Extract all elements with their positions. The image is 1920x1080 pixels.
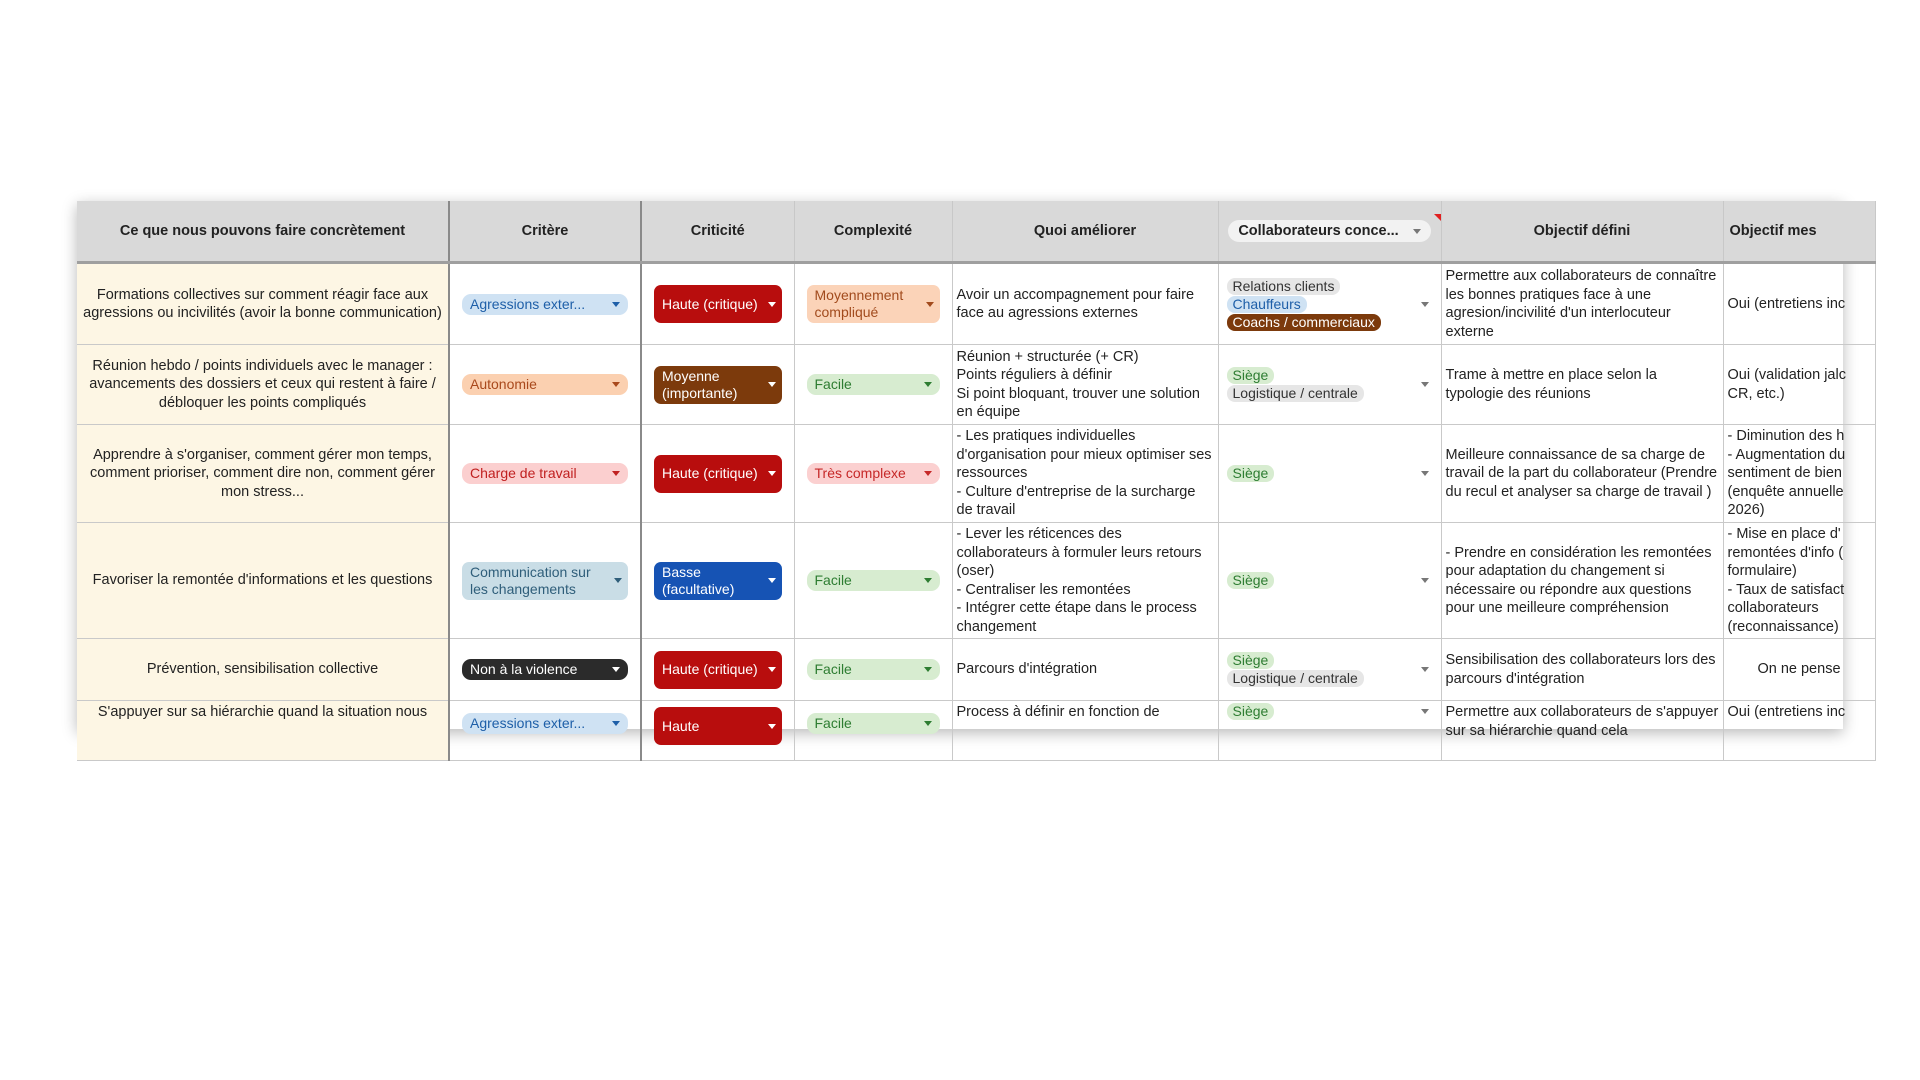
critere-dropdown[interactable] <box>462 294 628 315</box>
complexite-cell[interactable] <box>794 639 952 701</box>
header-complexite[interactable]: Complexité <box>794 201 952 263</box>
quoi-ameliorer-cell[interactable]: - Les pratiques individuelles d'organisation pour mieux optimiser ses ressources - Culture d'entreprise de la surcharge de travail <box>952 425 1218 523</box>
complexite-value: Facile <box>814 661 852 677</box>
collaborateurs-cell[interactable] <box>1218 701 1441 761</box>
table-row <box>77 639 1875 701</box>
criticite-value: Haute <box>662 717 700 734</box>
critere-cell[interactable] <box>449 263 641 345</box>
criticite-cell[interactable] <box>641 701 794 761</box>
complexite-value: Très complexe <box>814 465 906 481</box>
criticite-dropdown[interactable] <box>654 366 782 404</box>
collaborateur-tag: Logistique / centrale <box>1227 385 1364 402</box>
critere-cell[interactable] <box>449 425 641 523</box>
chevron-down-icon[interactable] <box>1421 382 1429 387</box>
critere-value: Non à la violence <box>470 661 578 677</box>
dropdown-arrow-icon[interactable] <box>924 471 932 476</box>
criticite-value: Haute (critique) <box>662 465 758 481</box>
complexite-value: Moyennement compliqué <box>814 287 904 320</box>
dropdown-arrow-icon[interactable] <box>768 578 776 583</box>
header-objectif[interactable]: Objectif défini <box>1441 201 1723 263</box>
objectif-cell[interactable]: Permettre aux collaborateurs de s'appuyer sur sa hiérarchie quand cela <box>1441 701 1723 761</box>
critere-cell[interactable] <box>449 639 641 701</box>
header-objectif-mesurable[interactable]: Objectif mes <box>1723 201 1875 263</box>
critere-dropdown[interactable] <box>462 713 628 734</box>
critere-dropdown[interactable] <box>462 659 628 680</box>
chevron-down-icon[interactable] <box>1413 229 1421 234</box>
complexite-cell[interactable] <box>794 425 952 523</box>
quoi-ameliorer-cell[interactable]: - Lever les réticences des collaborateurs à formuler leurs retours (oser) - Centraliser les remontées - Intégrer cette étape dans le process changement <box>952 523 1218 639</box>
header-collaborateurs[interactable] <box>1218 201 1441 263</box>
complexite-value: Facile <box>814 715 852 731</box>
collaborateur-tag: Logistique / centrale <box>1227 670 1364 687</box>
critere-value: Autonomie <box>470 376 537 392</box>
complexite-cell[interactable] <box>794 345 952 425</box>
quoi-ameliorer-cell[interactable]: Réunion + structurée (+ CR) Points réguliers à définir Si point bloquant, trouver une solution en équipe <box>952 345 1218 425</box>
objectif-mesurable-cell[interactable]: - Mise en place d' remontées d'info ( formulaire) - Taux de satisfact collaborateurs (reconnaissance) <box>1723 523 1875 639</box>
action-cell[interactable]: Favoriser la remontée d'informations et les questions <box>77 523 449 639</box>
dropdown-arrow-icon[interactable] <box>768 302 776 307</box>
table-row <box>77 701 1875 761</box>
criticite-cell[interactable] <box>641 425 794 523</box>
objectif-mesurable-cell[interactable]: - Diminution des h - Augmentation du sentiment de bien (enquête annuelle 2026) <box>1723 425 1875 523</box>
collaborateur-tag: Coachs / commerciaux <box>1227 314 1381 331</box>
criticite-value: Haute (critique) <box>662 295 758 312</box>
collaborateur-tag: Siège <box>1227 652 1275 669</box>
dropdown-arrow-icon[interactable] <box>924 667 932 672</box>
critere-value: Agressions exter... <box>470 295 586 312</box>
criticite-cell[interactable] <box>641 345 794 425</box>
collaborateur-tag: Siège <box>1227 367 1275 384</box>
criticite-dropdown[interactable] <box>654 651 782 689</box>
header-action[interactable]: Ce que nous pouvons faire concrètement <box>77 201 449 263</box>
chevron-down-icon[interactable] <box>1421 578 1429 583</box>
action-cell[interactable]: Réunion hebdo / points individuels avec le manager : avancements des dossiers et ceux qui restent à faire / débloquer les points compliqués <box>77 345 449 425</box>
dropdown-arrow-icon[interactable] <box>614 578 622 583</box>
dropdown-arrow-icon[interactable] <box>926 302 934 307</box>
header-critere[interactable]: Critère <box>449 201 641 263</box>
critere-cell[interactable] <box>449 523 641 639</box>
criticite-dropdown[interactable] <box>654 707 782 745</box>
action-plan-table <box>77 201 1876 761</box>
dropdown-arrow-icon[interactable] <box>924 721 932 726</box>
dropdown-arrow-icon[interactable] <box>612 382 620 387</box>
collaborateurs-cell[interactable] <box>1218 523 1441 639</box>
criticite-value: Haute (critique) <box>662 661 758 677</box>
critere-value: Communication sur les changements <box>470 563 591 597</box>
dropdown-arrow-icon[interactable] <box>924 382 932 387</box>
complexite-value: Facile <box>814 376 852 392</box>
objectif-cell[interactable]: - Prendre en considération les remontées pour adaptation du changement si nécessaire ou répondre aux questions pour une meilleure compréhension <box>1441 523 1723 639</box>
critere-cell[interactable] <box>449 701 641 761</box>
objectif-mesurable-cell[interactable]: Oui (validation jalc CR, etc.) <box>1723 345 1875 425</box>
action-cell[interactable]: S'appuyer sur sa hiérarchie quand la situation nous <box>77 701 449 761</box>
header-quoi-ameliorer[interactable]: Quoi améliorer <box>952 201 1218 263</box>
complexite-value: Facile <box>814 572 852 588</box>
critere-dropdown[interactable] <box>462 562 628 600</box>
quoi-ameliorer-cell[interactable]: Process à définir en fonction de <box>952 701 1218 761</box>
dropdown-arrow-icon[interactable] <box>612 302 620 307</box>
criticite-cell[interactable] <box>641 639 794 701</box>
quoi-ameliorer-cell[interactable]: Parcours d'intégration <box>952 639 1218 701</box>
complexite-dropdown[interactable] <box>807 659 940 680</box>
complexite-cell[interactable] <box>794 263 952 345</box>
criticite-cell[interactable] <box>641 523 794 639</box>
comment-marker-icon <box>1434 214 1441 221</box>
collaborateurs-cell[interactable] <box>1218 345 1441 425</box>
objectif-cell[interactable]: Permettre aux collaborateurs de connaître les bonnes pratiques face à une agresion/incivilité d'un interlocuteur externe <box>1441 263 1723 345</box>
dropdown-arrow-icon[interactable] <box>612 721 620 726</box>
critere-dropdown[interactable] <box>462 463 628 484</box>
critere-cell[interactable] <box>449 345 641 425</box>
header-row <box>77 201 1875 263</box>
quoi-ameliorer-cell[interactable]: Avoir un accompagnement pour faire face au agressions externes <box>952 263 1218 345</box>
table-row <box>77 345 1875 425</box>
action-cell[interactable]: Apprendre à s'organiser, comment gérer mon temps, comment prioriser, comment dire non, comment gérer mon stress... <box>77 425 449 523</box>
complexite-dropdown[interactable] <box>807 713 940 734</box>
criticite-value: Basse (facultative) <box>662 563 735 597</box>
complexite-dropdown[interactable] <box>807 374 940 395</box>
objectif-cell[interactable]: Sensibilisation des collaborateurs lors des parcours d'intégration <box>1441 639 1723 701</box>
collaborateurs-cell[interactable] <box>1218 425 1441 523</box>
collaborateur-tag: Siège <box>1227 703 1275 720</box>
collaborateurs-header-label: Collaborateurs conce... <box>1238 223 1399 239</box>
dropdown-arrow-icon[interactable] <box>768 471 776 476</box>
objectif-mesurable-cell[interactable]: Oui (entretiens inc <box>1723 263 1875 345</box>
critere-value: Charge de travail <box>470 465 577 481</box>
table-row <box>77 263 1875 345</box>
criticite-value: Moyenne (importante) <box>662 367 738 401</box>
header-criticite[interactable]: Criticité <box>641 201 794 263</box>
dropdown-arrow-icon[interactable] <box>612 667 620 672</box>
chevron-down-icon[interactable] <box>1421 471 1429 476</box>
dropdown-arrow-icon[interactable] <box>768 724 776 729</box>
critere-dropdown[interactable] <box>462 374 628 395</box>
objectif-mesurable-cell[interactable]: Oui (entretiens inc <box>1723 701 1875 761</box>
collaborateur-tag: Chauffeurs <box>1227 296 1307 313</box>
dropdown-arrow-icon[interactable] <box>612 471 620 476</box>
criticite-dropdown[interactable] <box>654 562 782 600</box>
chevron-down-icon[interactable] <box>1421 709 1429 714</box>
complexite-cell[interactable] <box>794 523 952 639</box>
action-cell[interactable]: Formations collectives sur comment réagir face aux agressions ou incivilités (avoir la bonne communication) <box>77 263 449 345</box>
criticite-cell[interactable] <box>641 263 794 345</box>
table-row <box>77 425 1875 523</box>
complexite-dropdown[interactable] <box>807 570 940 591</box>
complexite-dropdown[interactable] <box>807 463 940 484</box>
dropdown-arrow-icon[interactable] <box>768 382 776 387</box>
action-cell[interactable]: Prévention, sensibilisation collective <box>77 639 449 701</box>
chevron-down-icon[interactable] <box>1421 667 1429 672</box>
objectif-cell[interactable]: Trame à mettre en place selon la typologie des réunions <box>1441 345 1723 425</box>
spreadsheet-table <box>77 201 1846 739</box>
dropdown-arrow-icon[interactable] <box>768 667 776 672</box>
criticite-dropdown[interactable] <box>654 285 782 323</box>
critere-value: Agressions exter... <box>470 715 586 731</box>
objectif-mesurable-cell[interactable]: On ne pense <box>1723 639 1875 701</box>
collaborateurs-filter-chip[interactable] <box>1228 220 1430 242</box>
chevron-down-icon[interactable] <box>1421 302 1429 307</box>
collaborateur-tag: Siège <box>1227 465 1275 482</box>
collaborateur-tag: Relations clients <box>1227 278 1341 295</box>
collaborateurs-cell[interactable] <box>1218 639 1441 701</box>
collaborateur-tag: Siège <box>1227 572 1275 589</box>
collaborateurs-cell[interactable] <box>1218 263 1441 345</box>
dropdown-arrow-icon[interactable] <box>924 578 932 583</box>
criticite-dropdown[interactable] <box>654 455 782 493</box>
table-row <box>77 523 1875 639</box>
objectif-cell[interactable]: Meilleure connaissance de sa charge de travail de la part du collaborateur (Prendre du recul et analyser sa charge de travail ) <box>1441 425 1723 523</box>
complexite-dropdown[interactable] <box>807 285 940 323</box>
complexite-cell[interactable] <box>794 701 952 761</box>
